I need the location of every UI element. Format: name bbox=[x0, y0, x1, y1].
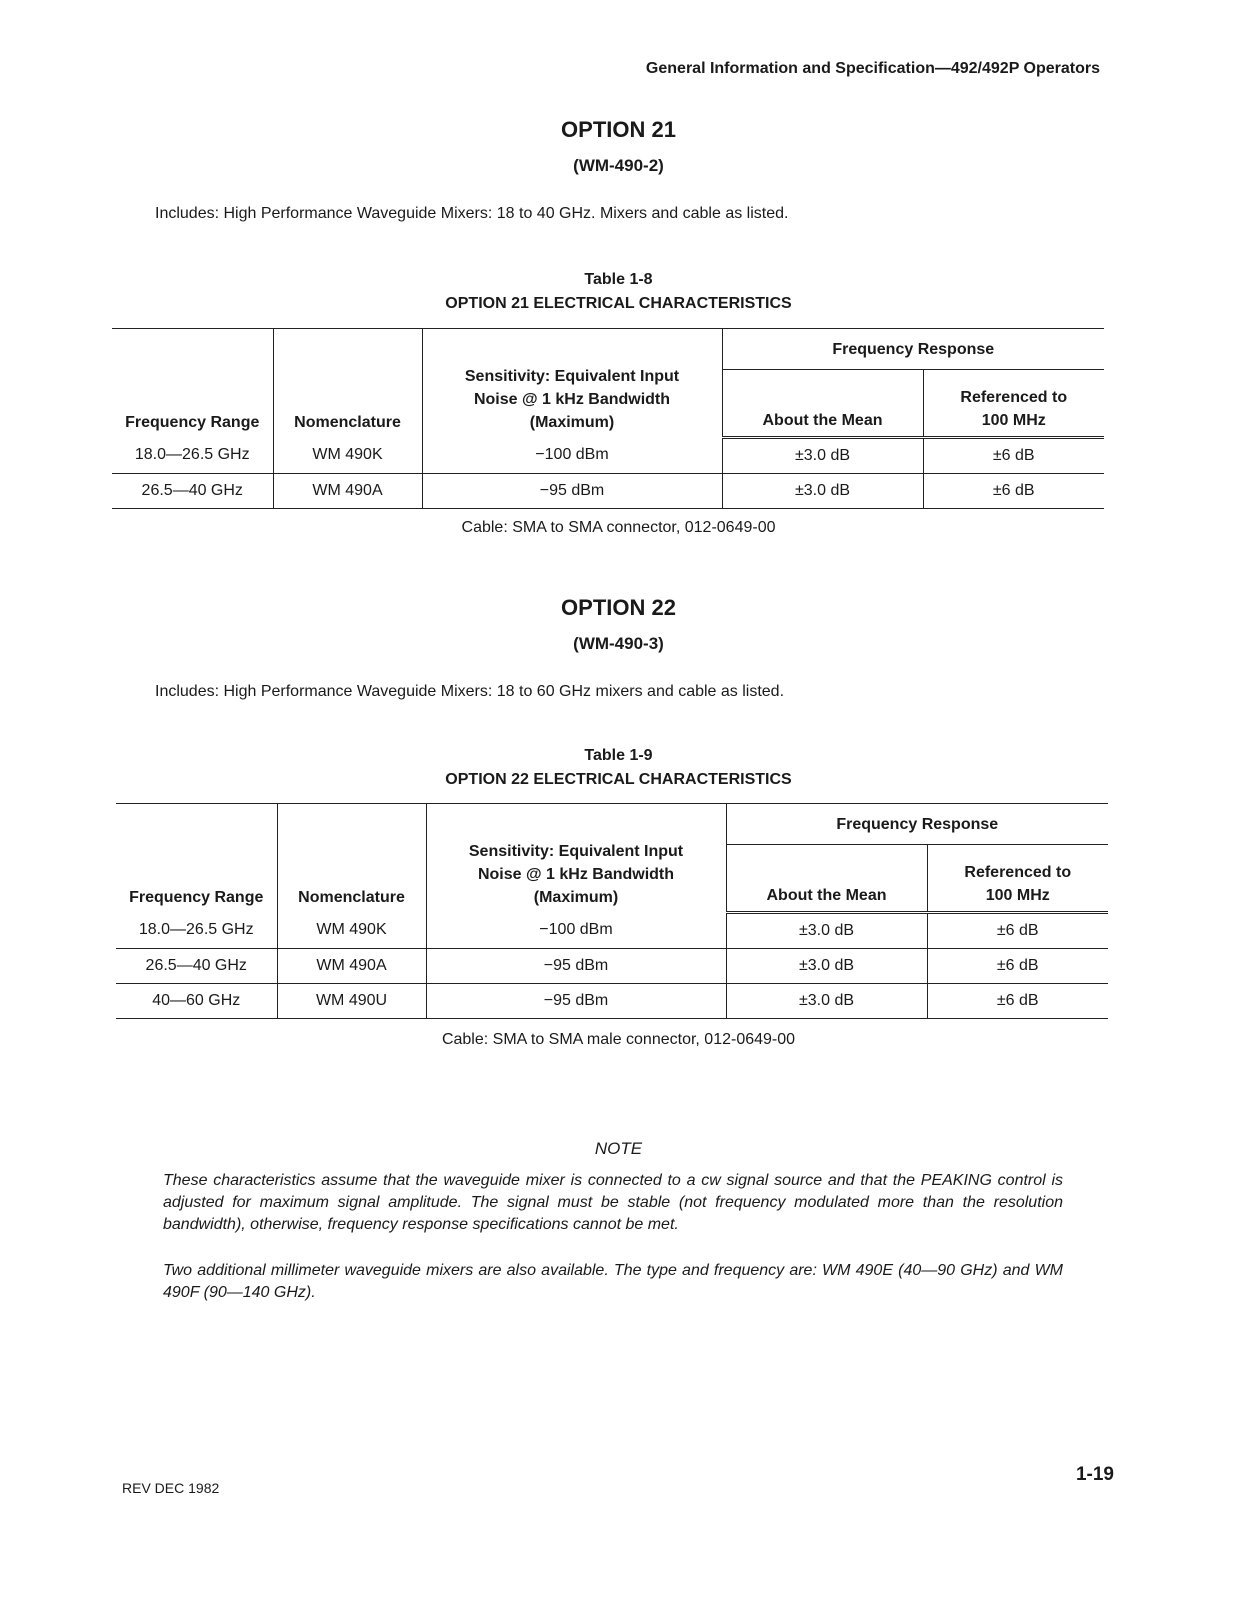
cell-frequency-range: 26.5—40 GHz bbox=[116, 949, 277, 984]
table-1-9-title: OPTION 22 ELECTRICAL CHARACTERISTICS bbox=[445, 771, 792, 788]
cell-about-mean: ±3.0 dB bbox=[726, 949, 927, 984]
table-1-8-number: Table 1-8 bbox=[584, 271, 653, 288]
cell-frequency-range: 40—60 GHz bbox=[116, 984, 277, 1019]
table-row bbox=[116, 949, 1108, 984]
option-22-includes: Includes: High Performance Waveguide Mixers: 18 to 60 GHz mixers and cable as listed. bbox=[155, 683, 785, 700]
col-frequency-response: Frequency Response bbox=[726, 804, 1108, 845]
revision-date: REV DEC 1982 bbox=[122, 1480, 220, 1496]
cell-about-mean: ±3.0 dB bbox=[726, 984, 927, 1019]
cell-frequency-range: 26.5—40 GHz bbox=[112, 474, 273, 509]
col-sensitivity-line3: (Maximum) bbox=[529, 413, 615, 431]
page-number: 1-19 bbox=[1075, 1464, 1114, 1485]
option-21-subtitle: (WM-490-2) bbox=[573, 156, 664, 175]
col-referenced-line2: 100 MHz bbox=[981, 412, 1046, 429]
cell-referenced: ±6 dB bbox=[927, 949, 1108, 984]
col-frequency-response: Frequency Response bbox=[722, 329, 1104, 370]
col-referenced-line2: 100 MHz bbox=[985, 887, 1050, 904]
col-referenced-line1: Referenced to bbox=[964, 864, 1072, 881]
cell-nomenclature: WM 490A bbox=[273, 474, 422, 509]
cell-sensitivity: −100 dBm bbox=[422, 438, 722, 474]
table-1-9-number: Table 1-9 bbox=[584, 747, 653, 764]
cell-frequency-range: 18.0—26.5 GHz bbox=[112, 438, 273, 474]
col-sensitivity-line3: (Maximum) bbox=[533, 888, 619, 906]
cell-about-mean: ±3.0 dB bbox=[722, 474, 923, 509]
cell-referenced: ±6 dB bbox=[923, 474, 1104, 509]
option-22-cable-note: Cable: SMA to SMA male connector, 012-0649-00 bbox=[441, 1031, 796, 1048]
col-referenced bbox=[927, 845, 1108, 913]
running-header: General Information and Specification—492/492P Operators bbox=[645, 60, 1100, 77]
col-sensitivity bbox=[422, 329, 722, 438]
option-21-includes: Includes: High Performance Waveguide Mixers: 18 to 40 GHz. Mixers and cable as listed. bbox=[155, 205, 789, 222]
cell-referenced: ±6 dB bbox=[923, 438, 1104, 474]
cell-nomenclature: WM 490U bbox=[277, 984, 426, 1019]
col-about-mean: About the Mean bbox=[726, 845, 927, 913]
col-sensitivity bbox=[426, 804, 726, 913]
col-sensitivity-line2: Noise @ 1 kHz Bandwidth bbox=[473, 390, 671, 408]
col-sensitivity-line1: Sensitivity: Equivalent Input bbox=[468, 842, 684, 860]
table-row bbox=[116, 913, 1108, 949]
cell-about-mean: ±3.0 dB bbox=[726, 913, 927, 949]
table-1-9 bbox=[116, 803, 1108, 1019]
table-1-9-caption bbox=[0, 744, 1237, 792]
cell-nomenclature: WM 490A bbox=[277, 949, 426, 984]
table-1-8-title: OPTION 21 ELECTRICAL CHARACTERISTICS bbox=[445, 295, 792, 312]
note-paragraph-1: These characteristics assume that the waveguide mixer is connected to a cw signal source and that the PEAKING control is adjusted for maximum signal amplitude. The signal must be stable (not frequency modulated more than the resolution bandwidth), otherwise, frequency response specifications cannot be met. bbox=[163, 1172, 1063, 1233]
cell-sensitivity: −100 dBm bbox=[426, 913, 726, 949]
option-21-title: OPTION 21 bbox=[561, 117, 676, 142]
col-sensitivity-line2: Noise @ 1 kHz Bandwidth bbox=[477, 865, 675, 883]
cell-frequency-range: 18.0—26.5 GHz bbox=[116, 913, 277, 949]
cell-nomenclature: WM 490K bbox=[277, 913, 426, 949]
col-frequency-range: Frequency Range bbox=[116, 804, 277, 913]
table-1-8-caption bbox=[0, 268, 1237, 316]
cell-sensitivity: −95 dBm bbox=[422, 474, 722, 509]
cell-referenced: ±6 dB bbox=[927, 984, 1108, 1019]
table-row bbox=[112, 438, 1104, 474]
cell-sensitivity: −95 dBm bbox=[426, 984, 726, 1019]
option-22-subtitle: (WM-490-3) bbox=[573, 634, 664, 653]
table-row bbox=[116, 984, 1108, 1019]
cell-nomenclature: WM 490K bbox=[273, 438, 422, 474]
table-row bbox=[112, 474, 1104, 509]
table-1-8 bbox=[112, 328, 1104, 509]
col-referenced-line1: Referenced to bbox=[960, 389, 1068, 406]
option-21-cable-note: Cable: SMA to SMA connector, 012-0649-00 bbox=[461, 519, 776, 536]
note-title: NOTE bbox=[594, 1139, 643, 1158]
cell-sensitivity: −95 dBm bbox=[426, 949, 726, 984]
note-paragraph-2: Two additional millimeter waveguide mixers are also available. The type and frequency are: WM 490E (40—90 GHz) and WM 490F (90—140 GHz). bbox=[163, 1262, 1063, 1301]
option-22-title: OPTION 22 bbox=[561, 595, 676, 620]
col-about-mean: About the Mean bbox=[722, 370, 923, 438]
col-frequency-range: Frequency Range bbox=[112, 329, 273, 438]
cell-about-mean: ±3.0 dB bbox=[722, 438, 923, 474]
cell-referenced: ±6 dB bbox=[927, 913, 1108, 949]
col-nomenclature: Nomenclature bbox=[277, 804, 426, 913]
col-nomenclature: Nomenclature bbox=[273, 329, 422, 438]
col-referenced bbox=[923, 370, 1104, 438]
col-sensitivity-line1: Sensitivity: Equivalent Input bbox=[464, 367, 680, 385]
